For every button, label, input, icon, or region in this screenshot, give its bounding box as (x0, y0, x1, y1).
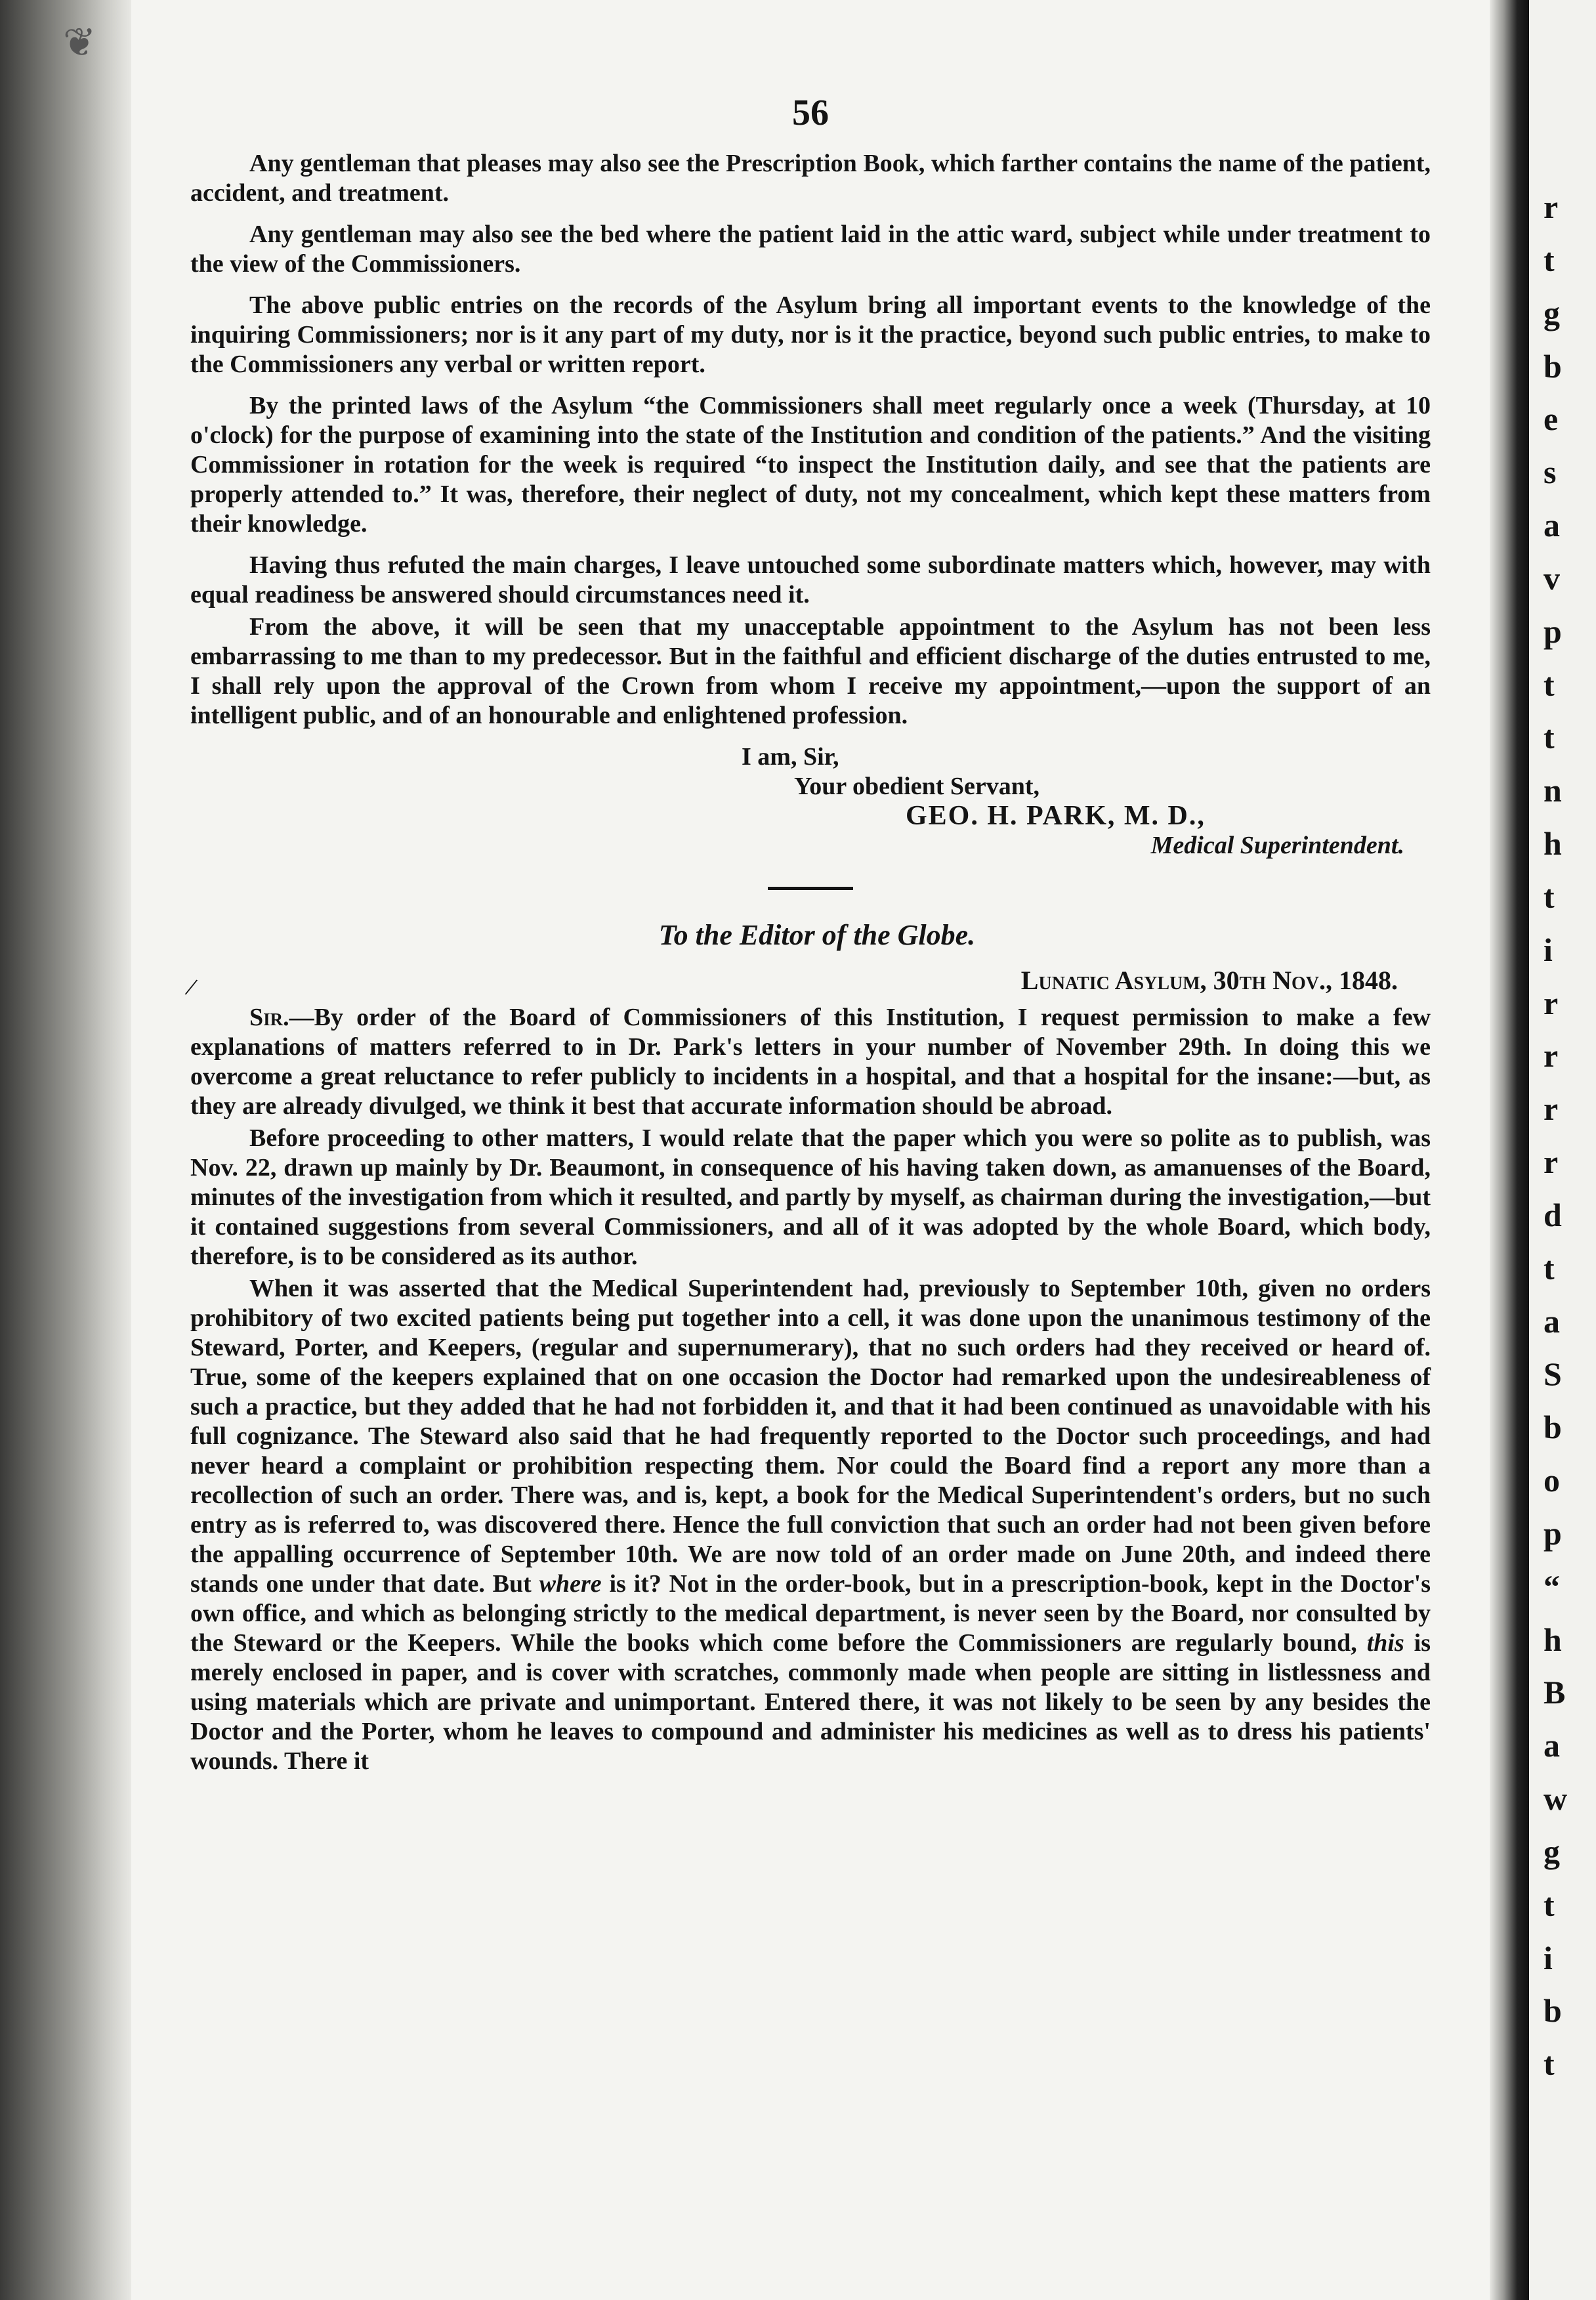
page-number: 56 (792, 93, 829, 133)
letter-paragraph-authorship: Before proceeding to other matters, I would relate that the paper which you were so polite as to publish, was Nov. 22, drawn up mainly by Dr. Beaumont, in consequence of his having taken down, as amanuenses of the Board, minutes of the investigation from which it resulted, and partly by myself, as chairman during the investigation,—but it contained suggestions from several Commissioners, and all of it was adopted by the whole Board, which body, therefore, is to be considered as its author. (190, 1124, 1431, 1270)
closing-i-am-sir: I am, Sir, (742, 743, 839, 771)
letter-paragraph-intro-text: —By order of the Board of Commissioners of this Institution, I request permission to make a few explanations of matters referred to in Dr. Park's letters in your number of November 29th. In doing this we overcome a great reluctance to refer publicly to incidents in a hospital, and that a hospital for the insane:—but, as they are already divulged, we think it best that accurate information should be abroad. (190, 1004, 1431, 1120)
letter-dateline: Lunatic Asylum, 30th Nov., 1848. (1020, 966, 1398, 995)
adjacent-page-fragment: r (1544, 1143, 1559, 1180)
orders-text-c: is merely enclosed in paper, and is cover with scratches, commonly made when people are sitting in listlessness and using materials which are private and unimportant. Entered there, it was not likely to be seen by any besides the Doctor and the Porter, whom he leaves to compound and administer his medicines as well as to dress his patients' wounds. There it (190, 1629, 1431, 1775)
adjacent-page-fragment: t (1544, 719, 1555, 756)
orders-text-b: is it? Not in the order-book, but in a prescription-book, kept in the Doctor's own office, and which as belonging strictly to the medical department, is never seen by the Board, nor consulted by the Steward or the Keepers. While the books which come before the Commissioners are regularly bound, (190, 1570, 1431, 1657)
adjacent-page-fragment: d (1544, 1196, 1562, 1233)
adjacent-page-fragment: r (1544, 188, 1559, 225)
orders-emphasis-where: where (539, 1570, 602, 1598)
adjacent-page-fragment: B (1544, 1674, 1566, 1711)
signature-title: Medical Superintendent. (1150, 832, 1404, 859)
paragraph-attic-ward: Any gentleman may also see the bed where the patient laid in the attic ward, subject while under treatment to the view of the Commissioners. (190, 221, 1431, 278)
adjacent-page-fragment: a (1544, 1727, 1560, 1764)
adjacent-page-fragment: t (1544, 241, 1555, 278)
adjacent-page-fragment: p (1544, 612, 1562, 650)
adjacent-page-fragment: v (1544, 559, 1560, 597)
adjacent-page-fragment: s (1544, 454, 1557, 491)
adjacent-page-edge (1529, 0, 1596, 2300)
adjacent-page-fragment: t (1544, 1249, 1555, 1287)
salutation: Sir. (249, 1004, 289, 1031)
adjacent-page-fragment: t (1544, 666, 1555, 703)
letter-heading: To the Editor of the Globe. (658, 919, 976, 951)
adjacent-page-fragment: e (1544, 400, 1559, 438)
orders-emphasis-this: this (1366, 1629, 1404, 1657)
adjacent-page-fragment: a (1544, 1302, 1560, 1340)
adjacent-page-fragment: r (1544, 1037, 1559, 1075)
adjacent-page-fragment: o (1544, 1462, 1560, 1499)
adjacent-page-fragment: S (1544, 1355, 1562, 1393)
paragraph-refuted-charges: Having thus refuted the main charges, I leave untouched some subordinate matters which, however, may with equal readiness be answered should circumstances need it. (190, 551, 1431, 608)
adjacent-page-fragment: n (1544, 772, 1562, 809)
orders-text-a: When it was asserted that the Medical Superintendent had, previously to September 10th, given no orders prohibitory of two excited patients being put together into a cell, it was done upon the unanimous testimony of the Steward, Porter, and Keepers, (regular and supernumerary), that no such orders had they received or heard of. True, some of the keepers explained that on one occasion the Doctor had remarked upon the undesireableness of such a practice, but they added that he had not forbidden it, and that it had been continued as unavoidable with his full cognizance. The Steward also said that he had frequently reported to the Doctor such proceedings, and had never heard a complaint or prohibition respecting them. Nor could the Board find a report any more than a recollection of such an order. There was, and is, kept, a book for the Medical Superintendent's orders, but no such entry as is referred to, was discovered there. Hence the full conviction that such an order had not been given before the appalling occurrence of September 10th. We are now told of an order made on June 20th, and indeed there stands one under that date. But (190, 1275, 1431, 1598)
adjacent-page-fragment: p (1544, 1514, 1562, 1552)
adjacent-page-fragment: t (1544, 2045, 1555, 2083)
page-corner-mark: ❦ (63, 21, 96, 64)
section-divider (768, 887, 853, 890)
adjacent-page-fragment: “ (1544, 1567, 1560, 1605)
adjacent-page-fragment: t (1544, 878, 1555, 915)
paragraph-appointment: From the above, it will be seen that my unacceptable appointment to the Asylum has not been less embarrassing to me than to my predecessor. But in the faithful and efficient discharge of the duties entrusted to me, I shall rely upon the approval of the Crown from whom I receive my appointment,—upon the support of an intelligent public, and of an honourable and enlightened profession. (190, 613, 1431, 729)
adjacent-page-fragment: r (1544, 984, 1559, 1021)
paragraph-prescription-book: Any gentleman that pleases may also see the Prescription Book, which farther contains the name of the patient, accident, and treatment. (190, 150, 1431, 207)
adjacent-page-fragment: i (1544, 1939, 1553, 1976)
adjacent-page-fragment: b (1544, 1409, 1562, 1446)
adjacent-page-fragment: t (1544, 1886, 1555, 1923)
adjacent-page-fragment: w (1544, 1780, 1568, 1817)
adjacent-page-fragment: b (1544, 347, 1562, 385)
adjacent-page-fragment: g (1544, 1833, 1560, 1870)
document-page (190, 93, 1431, 1788)
book-binding-edge (0, 0, 131, 2300)
adjacent-page-fragment: h (1544, 825, 1562, 862)
page-gutter (1490, 0, 1529, 2300)
letter-paragraph-intro (190, 1003, 1431, 1121)
paragraph-printed-laws: By the printed laws of the Asylum “the Commissioners shall meet regularly once a week (Thursday, at 10 o'clock) for the purpose of examining into the state of the Institution and condition of the patients.” And the visiting Commissioner in rotation for the week is required “to inspect the Institution daily, and see that the patients are properly attended to.” It was, therefore, their neglect of duty, not my concealment, which kept these matters from their knowledge. (190, 392, 1431, 538)
adjacent-page-fragment: r (1544, 1090, 1559, 1128)
adjacent-page-fragment: h (1544, 1621, 1562, 1658)
adjacent-page-fragment: b (1544, 1992, 1562, 2030)
adjacent-page-fragment: g (1544, 294, 1560, 331)
ink-mark: / (182, 971, 200, 1002)
adjacent-page-fragment: i (1544, 931, 1553, 968)
letter-paragraph-orders (190, 1274, 1431, 1776)
adjacent-page-fragment: a (1544, 507, 1560, 543)
signature-name: GEO. H. PARK, M. D., (906, 801, 1206, 831)
closing-obedient-servant: Your obedient Servant, (794, 773, 1040, 800)
paragraph-public-entries: The above public entries on the records of the Asylum bring all important events to the knowledge of the inquiring Commissioners; nor is it any part of my duty, nor is it the practice, beyond such public entries, to make to the Commissioners any verbal or written report. (190, 291, 1431, 378)
